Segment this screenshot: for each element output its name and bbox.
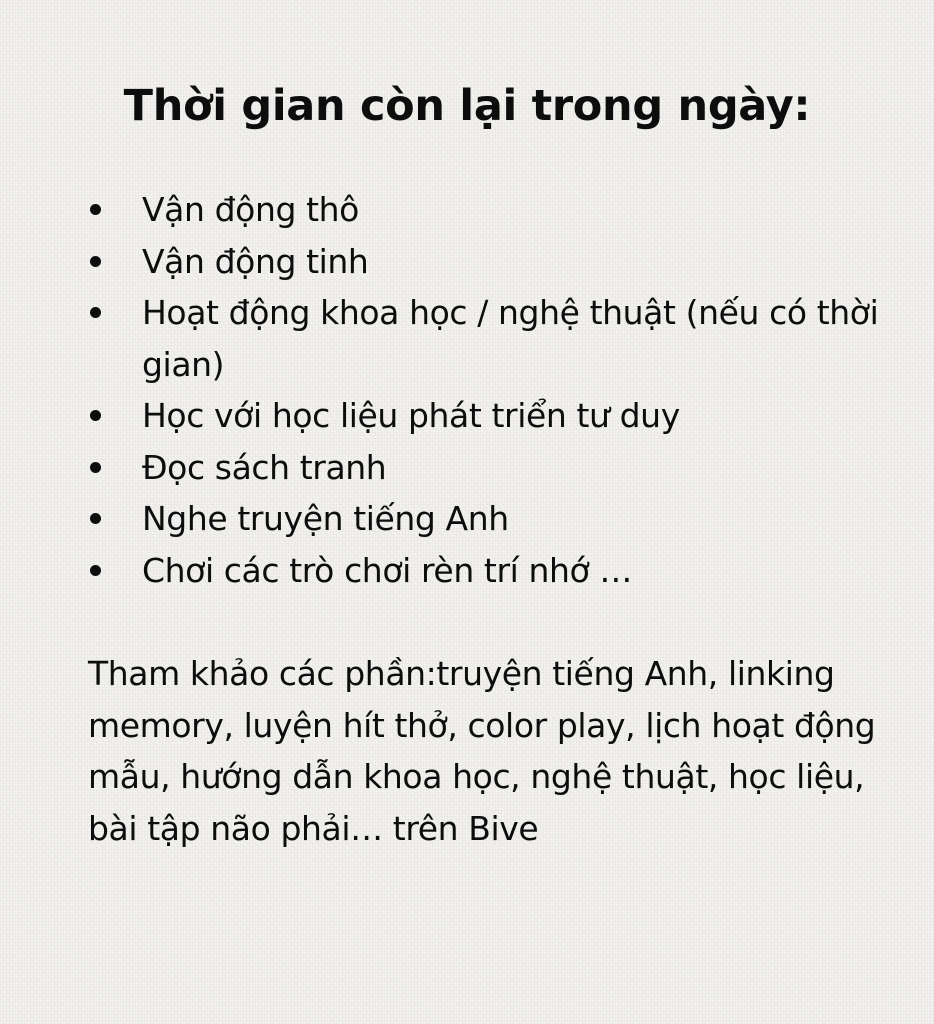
activity-list bbox=[88, 184, 888, 596]
bullet-icon bbox=[90, 513, 101, 524]
list-item bbox=[88, 287, 888, 390]
bullet-icon bbox=[90, 462, 101, 473]
list-item-text: Học với học liệu phát triển tư duy bbox=[142, 396, 680, 435]
list-item bbox=[88, 493, 888, 545]
page-title: Thời gian còn lại trong ngày: bbox=[123, 81, 811, 131]
list-item-text: Nghe truyện tiếng Anh bbox=[142, 499, 509, 538]
list-item bbox=[88, 390, 888, 442]
bullet-icon bbox=[90, 565, 101, 576]
list-item-text: Vận động tinh bbox=[142, 241, 369, 281]
list-item bbox=[88, 442, 888, 494]
bullet-icon bbox=[90, 307, 101, 318]
list-item bbox=[88, 184, 888, 236]
list-item-text: Chơi các trò chơi rèn trí nhớ … bbox=[142, 550, 632, 590]
list-item-text: Hoạt động khoa học / nghệ thuật (nếu có thời gian) bbox=[142, 293, 879, 384]
list-item bbox=[88, 236, 888, 288]
reference-note: Tham khảo các phần:truyện tiếng Anh, linking memory, luyện hít thở, color play, lịch hoạt động mẫu, hướng dẫn khoa học, nghệ thuật, học liệu, bài tập não phải… trên Bive bbox=[88, 654, 876, 848]
list-item bbox=[88, 545, 888, 597]
bullet-icon bbox=[90, 256, 101, 267]
bullet-icon bbox=[90, 410, 101, 421]
list-item-text: Vận động thô bbox=[142, 190, 359, 229]
bullet-icon bbox=[90, 204, 101, 215]
list-item-text: Đọc sách tranh bbox=[142, 447, 387, 487]
